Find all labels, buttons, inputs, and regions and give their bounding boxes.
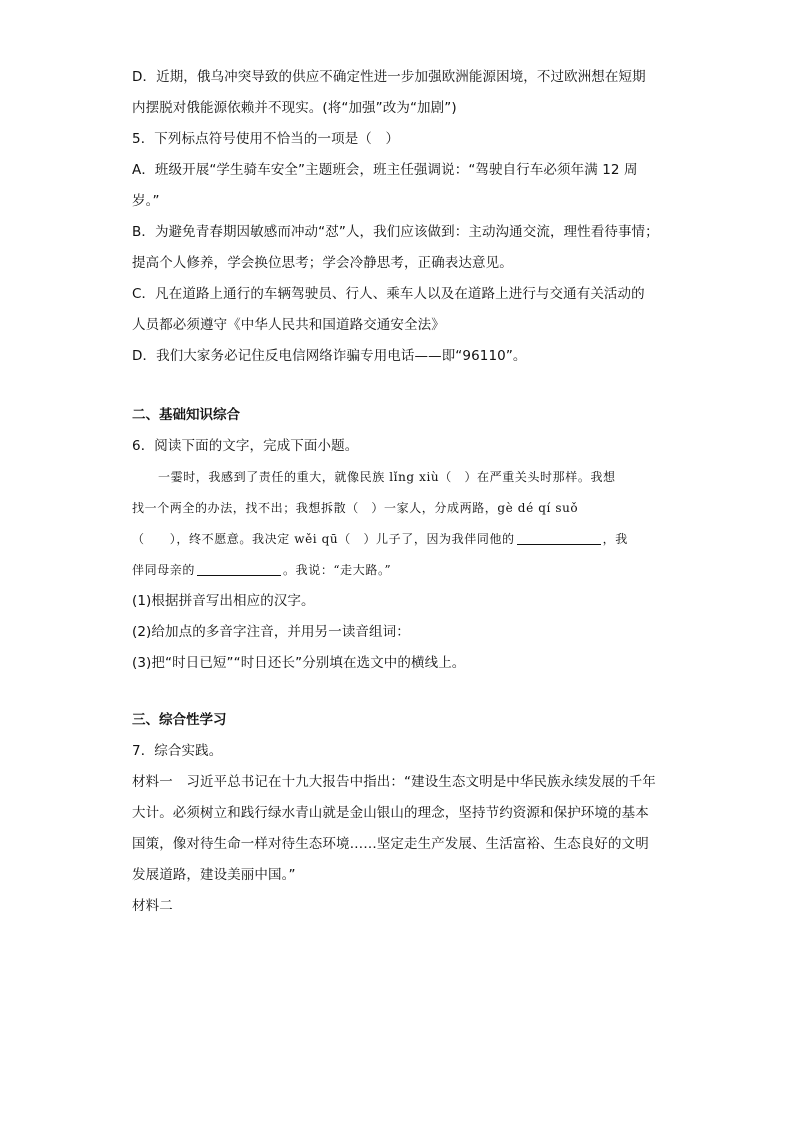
q7-stem: 7．综合实践。: [132, 743, 223, 759]
material-2-label: 材料二: [132, 898, 173, 914]
passage-line-1: 一霎时，我感到了责任的重大，就像民族 lǐng xiù（ ）在严重关头时那样。我想: [158, 470, 616, 484]
passage-line-4-text: 伴同母亲的: [132, 563, 196, 577]
q6-sub-2: (2)给加点的多音字注音，并用另一读音组词：: [132, 624, 410, 640]
material-1-line4: 发展道路，建设美丽中国。”: [132, 867, 296, 883]
material-1-line3: 国策，像对待生命一样对待生态环境……坚定走生产发展、生活富裕、生态良好的文明: [132, 836, 649, 852]
q5-option-c-line1: C．凡在道路上通行的车辆驾驶员、行人、乘车人以及在道路上进行与交通有关活动的: [132, 286, 645, 302]
q5-option-a-line2: 岁。”: [132, 193, 160, 209]
passage-line-3: [132, 524, 672, 555]
passage-line-3-text: （ ），终不愿意。我决定 wěi qū（ ）儿子了，因为我伴同他的: [132, 532, 515, 546]
passage-line-4: [132, 555, 672, 586]
fill-blank-1[interactable]: [517, 529, 601, 545]
passage-line-3-end: ，我: [602, 532, 628, 546]
q5-option-c-line2: 人员都必须遵守《中华人民共和国道路交通安全法》: [132, 317, 445, 333]
q6-sub-3: (3)把“时日已短”“时日还长”分别填在选文中的横线上。: [132, 655, 466, 671]
section-heading-basic-knowledge: 二、基础知识综合: [132, 407, 240, 423]
q5-option-d: D．我们大家务必记住反电信网络诈骗专用电话——即“96110”。: [132, 348, 527, 364]
passage-line-2: 找一个两全的办法，找不出；我想拆散（ ）一家人，分成两路，gè dé qí suǒ: [132, 501, 579, 515]
q6-stem: 6．阅读下面的文字，完成下面小题。: [132, 438, 359, 454]
passage-line-4-end: 。我说：“走大路。”: [283, 563, 392, 577]
material-1-line1: 材料一 习近平总书记在十九大报告中指出：“建设生态文明是中华民族永续发展的千年: [132, 774, 656, 790]
fill-blank-2[interactable]: [197, 560, 281, 576]
document-page: [132, 62, 672, 922]
q4-option-d-line1: D．近期，俄乌冲突导致的供应不确定性进一步加强欧洲能源困境，不过欧洲想在短期: [132, 69, 646, 85]
q6-sub-1: (1)根据拼音写出相应的汉字。: [132, 593, 315, 609]
q4-option-d-line2: 内摆脱对俄能源依赖并不现实。(将“加强”改为“加剧”): [132, 100, 457, 116]
q5-stem: 5．下列标点符号使用不恰当的一项是（ ）: [132, 131, 400, 147]
q5-option-b-line1: B．为避免青春期因敏感而冲动“怼”人，我们应该做到：主动沟通交流，理性看待事情；: [132, 224, 659, 240]
q5-option-b-line2: 提高个人修养，学会换位思考；学会冷静思考，正确表达意见。: [132, 255, 513, 271]
material-1-line2: 大计。必须树立和践行绿水青山就是金山银山的理念，坚持节约资源和保护环境的基本: [132, 805, 649, 821]
q5-option-a-line1: A．班级开展“学生骑车安全”主题班会，班主任强调说：“驾驶自行车必须年满 12 周: [132, 162, 638, 178]
section-heading-integrated-learning: 三、综合性学习: [132, 712, 227, 728]
